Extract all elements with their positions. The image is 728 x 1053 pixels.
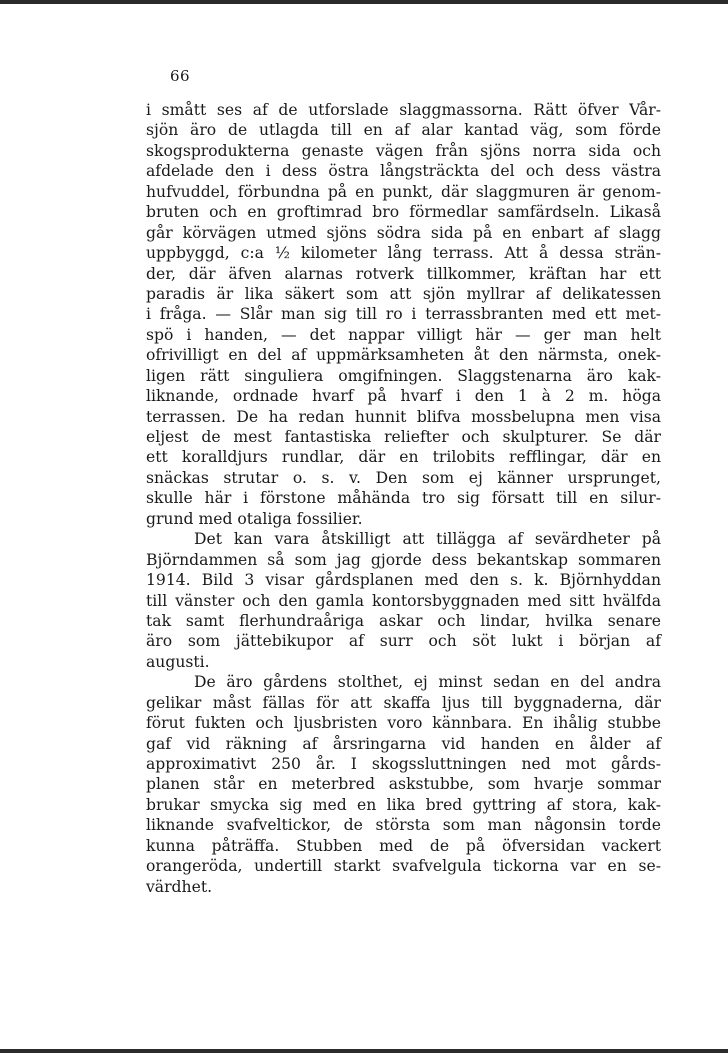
text-line: der, där äfven alarnas rotverk tillkommer, kräftan har ett — [146, 264, 661, 283]
text-line: liknande, ordnade hvarf på hvarf i den 1 à 2 m. höga — [146, 387, 661, 406]
text-line: 1914. Bild 3 visar gårdsplanen med den s. k. Björnhyddan — [146, 571, 661, 590]
text-line: eljest de mest fantastiska reliefter och skulpturer. Se där — [146, 428, 661, 446]
text-line: De äro gårdens stolthet, ej minst sedan en del andra — [194, 673, 661, 692]
text-line: hufvuddel, förbundna på en punkt, där slaggmuren är genom- — [146, 182, 661, 201]
text-line: bruten och en groftimrad bro förmedlar samfärdseln. Likaså — [146, 203, 661, 222]
text-line: approximativt 250 år. I skogssluttningen ned mot gårds- — [146, 755, 661, 773]
text-line: augusti. — [146, 652, 210, 671]
text-line: brukar smycka sig med en lika bred gyttring af stora, kak- — [146, 795, 661, 814]
page-number: 66 — [170, 67, 191, 85]
text-line: värdhet. — [146, 877, 213, 896]
text-line: snäckas strutar o. s. v. Den som ej känner ursprunget, — [146, 468, 661, 487]
text-line: i fråga. — Slår man sig till ro i terrassbranten med ett met- — [146, 305, 661, 324]
body-text — [146, 100, 661, 897]
text-line: sjön äro de utlagda till en af alar kantad väg, som förde — [146, 121, 661, 140]
text-line: orangeröda, undertill starkt svafvelgula tickorna var en se- — [146, 857, 661, 876]
text-line: tak samt flerhundraåriga askar och lindar, hvilka senare — [146, 611, 661, 630]
text-line: spö i handen, — det nappar villigt här — ger man helt — [146, 325, 661, 344]
text-line: paradis är lika säkert som att sjön myllrar af delikatessen — [146, 284, 661, 303]
text-line: skulle här i förstone måhända tro sig försatt till en silur- — [146, 489, 661, 508]
text-line: afdelade den i dess östra långsträckta del och dess västra — [146, 162, 661, 181]
text-line: ett koralldjurs rundlar, där en trilobits refflingar, där en — [146, 448, 661, 467]
text-line: i smått ses af de utforslade slaggmassorna. Rätt öfver Vår- — [146, 101, 661, 119]
text-line: Det kan vara åtskilligt att tillägga af sevärdheter på — [194, 530, 661, 549]
text-line: till vänster och den gamla kontorsbyggnaden med sitt hvälfda — [146, 591, 661, 610]
text-line: äro som jättebikupor af surr och söt lukt i början af — [146, 632, 661, 651]
text-line: gaf vid räkning af årsringarna vid handen en ålder af — [146, 734, 661, 753]
text-line: ligen rätt singuliera omgifningen. Slaggstenarna äro kak- — [146, 366, 661, 385]
text-line: gelikar måst fällas för att skaffa ljus till byggnaderna, där — [146, 693, 661, 712]
text-line: Björndammen så som jag gjorde dess bekantskap sommaren — [146, 550, 661, 569]
text-line: skogsprodukterna genaste vägen från sjöns norra sida och — [146, 141, 661, 160]
text-line: grund med otaliga fossilier. — [146, 509, 363, 528]
text-line: liknande svafveltickor, de största som man någonsin torde — [146, 816, 661, 835]
text-line: uppbyggd, c:a ½ kilometer lång terrass. Att å dessa strän- — [146, 244, 661, 263]
bottom-border-rule — [0, 1049, 728, 1053]
text-line: kunna påträffa. Stubben med de på öfversidan vackert — [146, 836, 661, 855]
text-line: går körvägen utmed sjöns södra sida på en enbart af slagg — [146, 223, 661, 242]
text-line: ofrivilligt en del af uppmärksamheten åt den närmsta, onek- — [146, 346, 661, 365]
text-line: förut fukten och ljusbristen voro kännbara. En ihålig stubbe — [146, 714, 661, 733]
top-border-rule — [0, 0, 728, 4]
text-line: terrassen. De ha redan hunnit blifva mossbelupna men visa — [146, 407, 661, 426]
text-line: planen står en meterbred askstubbe, som hvarje sommar — [146, 775, 661, 794]
